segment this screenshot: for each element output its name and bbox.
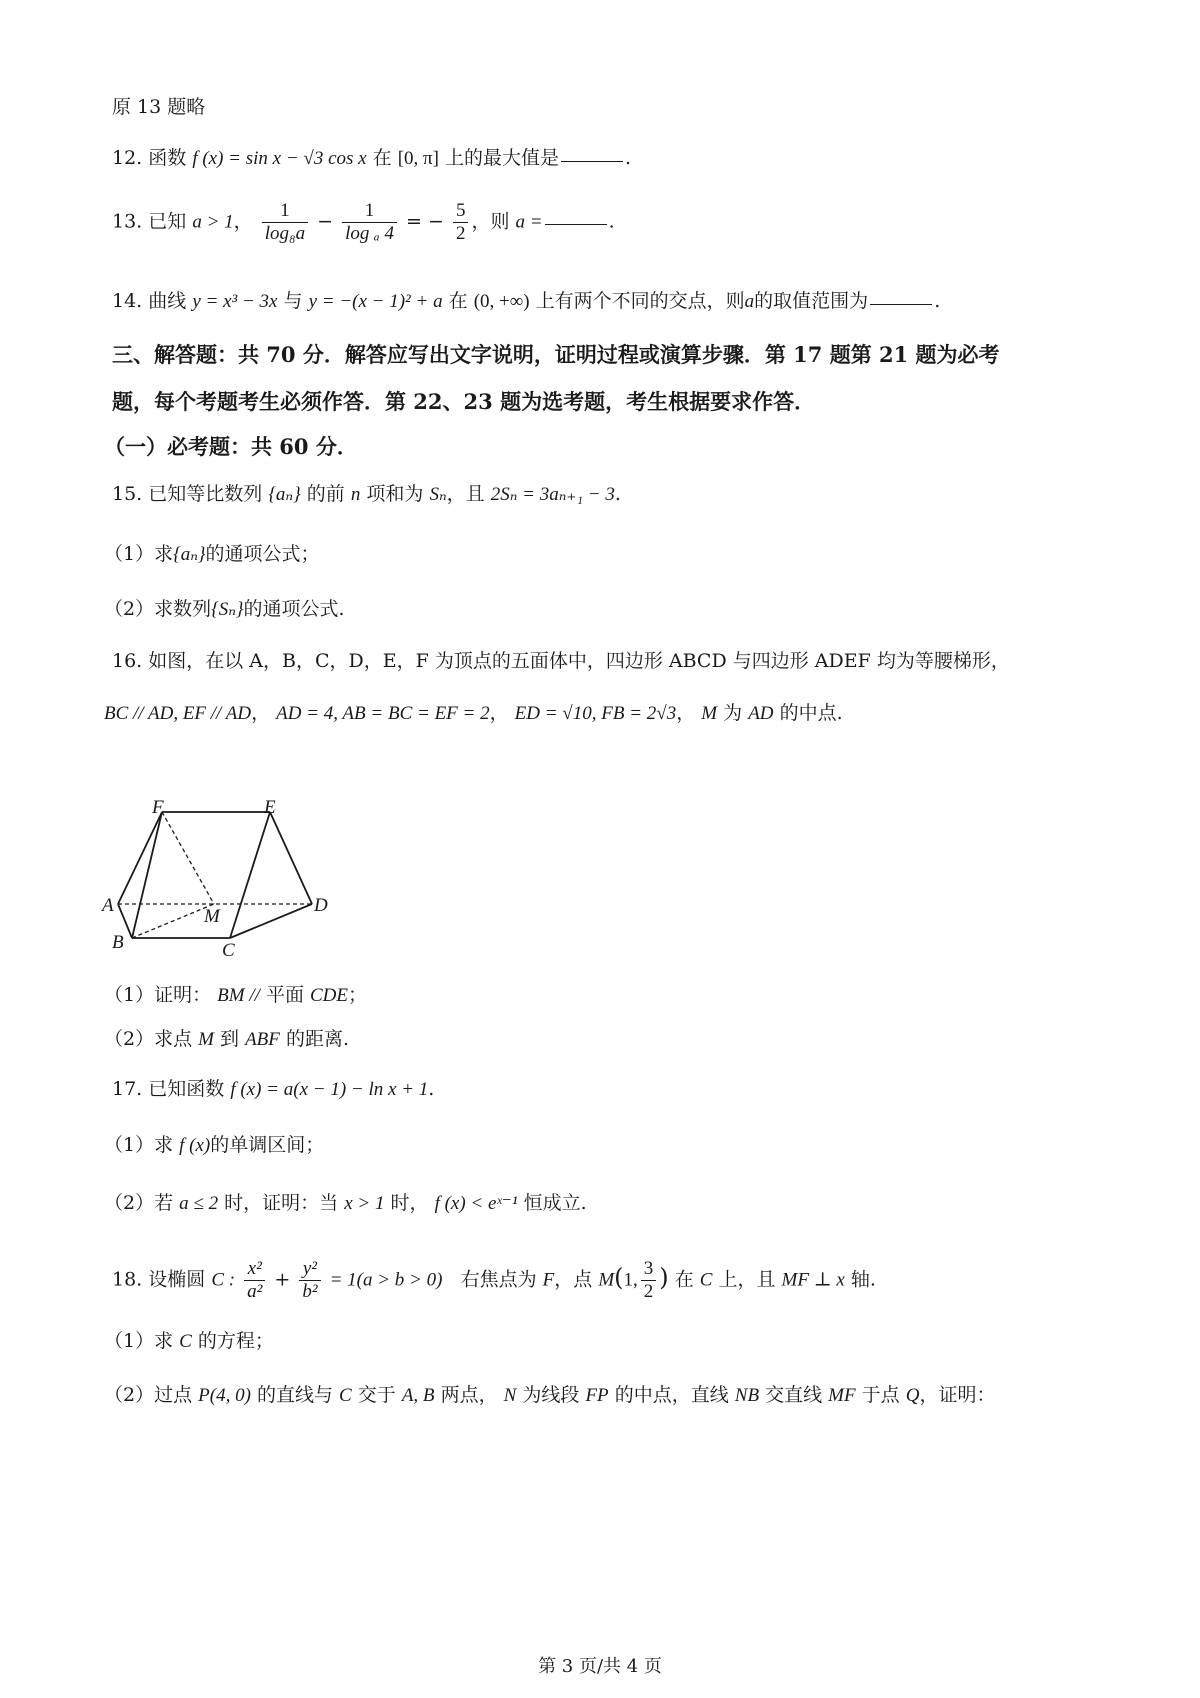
q16-plane: ABF	[245, 1029, 280, 1050]
q18-point: P(4, 0)	[198, 1385, 251, 1406]
q18-text: 上，且	[718, 1268, 776, 1291]
q15-text: 的通项公式.	[243, 598, 345, 620]
section-heading: 题，每个考题考生必须作答．第 22、23 题为选考题，考生根据要求作答．	[112, 389, 816, 414]
q16-text: ；	[348, 984, 368, 1006]
q18-text: 两点，	[440, 1384, 498, 1406]
vertex-label-a: A	[102, 895, 114, 916]
vertex-label-e: E	[264, 800, 276, 818]
q15-text: 的通项公式；	[205, 543, 320, 565]
q16-lengths: AD = 4, AB = BC = EF = 2	[276, 703, 490, 724]
q17-label: 17. 已知函数	[112, 1078, 225, 1100]
q16-text: 平面	[265, 984, 304, 1006]
q12-function: f (x) = sin x − √3 cos x	[192, 148, 367, 169]
q15-sequence: {Sₙ}	[211, 599, 244, 620]
q16-part-label: （1）证明：	[104, 984, 212, 1006]
q18-text: 轴.	[850, 1268, 876, 1291]
q12-period: .	[625, 147, 632, 169]
q15-sequence: {aₙ}	[173, 544, 206, 565]
q18-ellipse-name: C	[179, 1331, 192, 1352]
q14-text: 的取值范围为	[754, 290, 869, 312]
pentahedron-figure	[100, 800, 360, 1000]
q18-part-1	[104, 1330, 274, 1354]
q15-label: 15. 已知等比数列	[112, 483, 263, 505]
subsection-heading: （一）必考题：共 60 分．	[104, 434, 358, 459]
q13-comma: ，	[233, 210, 253, 233]
q18-text: 于点	[861, 1384, 900, 1406]
answer-blank	[561, 160, 623, 162]
question-12	[112, 147, 631, 171]
q18-text: ，证明：	[919, 1384, 996, 1406]
q18-point: M	[598, 1269, 615, 1291]
q18-text: 的中点，直线	[614, 1384, 729, 1406]
question-14	[112, 290, 940, 314]
q18-fraction-y	[299, 1258, 320, 1303]
q18-equation: = 1(a > b > 0)	[329, 1269, 443, 1291]
q18-focus: F	[542, 1269, 555, 1291]
vertex-label-c: C	[222, 940, 235, 961]
q18-denominator: a²	[247, 1280, 263, 1302]
q14-period: .	[934, 290, 941, 312]
q16-segment: AD	[748, 703, 774, 724]
q18-text: 的直线与	[256, 1384, 333, 1406]
q17-part-label: （1）求	[104, 1134, 174, 1156]
page-number: 第 3 页/共 4 页	[538, 1656, 662, 1677]
q18-ellipse-name: C	[699, 1269, 713, 1291]
q13-denominator: log₈a	[264, 222, 306, 244]
q18-paren: (	[614, 1263, 624, 1292]
q18-paren: )	[659, 1263, 669, 1292]
q13-ask: a =	[515, 211, 543, 233]
q18-numerator: x²	[244, 1258, 265, 1281]
q13-denominator: log ₐ 4	[345, 222, 394, 244]
q16-conditions: BC // AD, EF // AD， AD = 4, AB = BC = EF = 2， ED = √10, FB = 2√3， M 为 AD 的中点.	[104, 702, 843, 724]
q18-denominator: b²	[302, 1280, 318, 1302]
q16-part-2	[104, 1028, 349, 1052]
q18-text: 交直线	[765, 1384, 823, 1406]
q17-text: 恒成立.	[523, 1192, 587, 1214]
q18-point-y	[641, 1258, 657, 1303]
q16-text: 的距离.	[285, 1028, 349, 1050]
q18-segment: FP	[585, 1385, 609, 1406]
intro-note: 原 13 题略	[112, 96, 206, 118]
q17-inequality: f (x) < eˣ⁻¹	[434, 1193, 518, 1214]
q15-sequence: {aₙ}	[268, 484, 301, 505]
q13-fraction-2	[342, 200, 397, 245]
q14-curve-2: y = −(x − 1)² + a	[308, 291, 443, 312]
q12-text: 上的最大值是	[445, 147, 560, 169]
q18-label: 18. 设椭圆	[112, 1268, 206, 1291]
question-16: 16. 如图，在以 A，B，C，D，E，F 为顶点的五面体中，四边形 ABCD 与四边形 ADEF 均为等腰梯形，	[112, 650, 1010, 672]
section-heading: 三、解答题：共 70 分．解答应写出文字说明，证明过程或演算步骤．第 17 题第 21 题为必考	[112, 342, 1000, 367]
q17-text: 时，证明：当	[224, 1192, 339, 1214]
q15-text: 项和为	[366, 483, 424, 505]
q14-label: 14. 曲线	[112, 290, 187, 312]
q16-parallel: BC // AD, EF // AD	[104, 703, 252, 724]
question-13	[112, 200, 615, 245]
q16-point: M	[701, 703, 718, 724]
q12-label: 12. 函数	[112, 147, 187, 169]
q14-variable: a	[744, 291, 755, 312]
q16-line: BM //	[217, 985, 260, 1006]
question-17: 17. 已知函数 f (x) = a(x − 1) − ln x + 1.	[112, 1078, 435, 1100]
q13-fraction-1	[262, 200, 308, 245]
q17-function: f (x)	[179, 1135, 211, 1156]
q14-curve-1: y = x³ − 3x	[192, 291, 278, 312]
q13-equals: = −	[406, 210, 444, 233]
q13-numerator: 1	[342, 200, 397, 223]
q16-lengths: ED = √10, FB = 2√3	[514, 703, 677, 724]
q13-denominator: 2	[455, 222, 466, 244]
q15-equation: 2Sₙ = 3aₙ₊₁ − 3	[490, 484, 615, 505]
q16-text: 的中点.	[779, 702, 843, 724]
q18-part-2	[104, 1384, 995, 1408]
q15-part-2	[104, 598, 345, 622]
q18-point: N	[503, 1385, 517, 1406]
q18-points: A, B	[401, 1385, 435, 1406]
question-18	[112, 1258, 876, 1303]
q16-part-1	[104, 984, 367, 1008]
q16-text: 到	[220, 1028, 240, 1050]
q16-plane: CDE	[310, 985, 348, 1006]
answer-blank	[870, 303, 932, 305]
q15-part-label: （1）求	[104, 543, 174, 565]
q18-ellipse-name: C	[339, 1385, 352, 1406]
q16-point: M	[198, 1029, 214, 1050]
q13-text: ，则	[471, 210, 510, 233]
q17-part-1	[104, 1134, 324, 1158]
q16-part-label: （2）求点	[104, 1028, 193, 1050]
q13-numerator: 5	[453, 200, 469, 223]
q15-part-label: （2）求数列	[104, 598, 212, 620]
vertex-label-m: M	[204, 906, 220, 927]
q18-perpendicular: MF ⊥ x	[781, 1269, 845, 1291]
q13-numerator: 1	[262, 200, 308, 223]
q18-denominator: 2	[643, 1280, 654, 1302]
q18-text: 为线段	[522, 1384, 580, 1406]
q18-numerator: 3	[641, 1258, 657, 1281]
q15-n: n	[350, 484, 361, 505]
q18-part-label: （1）求	[104, 1330, 174, 1352]
vertex-label-b: B	[112, 932, 124, 953]
q13-label: 13. 已知	[112, 210, 187, 233]
q18-numerator: y²	[299, 1258, 320, 1281]
q18-fraction-x	[244, 1258, 265, 1303]
q18-text: 右焦点为	[460, 1268, 537, 1291]
vertex-label-d: D	[314, 895, 328, 916]
q14-interval: (0, +∞)	[473, 291, 530, 312]
q13-condition: a > 1	[192, 211, 234, 233]
q18-text: 的方程；	[197, 1330, 274, 1352]
q17-function: f (x) = a(x − 1) − ln x + 1	[230, 1079, 429, 1100]
q18-point-x: 1,	[623, 1269, 638, 1291]
q14-text: 上有两个不同的交点，则	[535, 290, 745, 312]
q15-part-1	[104, 543, 320, 567]
q18-ellipse-name: C :	[211, 1269, 236, 1291]
q12-text: 在	[372, 147, 392, 169]
q17-text: 的单调区间；	[210, 1134, 325, 1156]
q16-text: 为	[723, 702, 743, 724]
q18-point: Q	[905, 1385, 920, 1406]
q17-condition: a ≤ 2	[179, 1193, 219, 1214]
q15-text: ，且	[446, 483, 485, 505]
q13-period: .	[608, 210, 615, 233]
q18-line: NB	[734, 1385, 760, 1406]
q18-line: MF	[828, 1385, 856, 1406]
question-15: 15. 已知等比数列 {aₙ} 的前 n 项和为 Sₙ，且 2Sₙ = 3aₙ₊₁ − 3.	[112, 483, 621, 505]
q13-minus: −	[317, 210, 334, 233]
q17-part-label: （2）若	[104, 1192, 174, 1214]
q17-condition: x > 1	[344, 1193, 385, 1214]
q18-part-label: （2）过点	[104, 1384, 193, 1406]
q18-text: ，点	[554, 1268, 593, 1291]
q17-part-2	[104, 1192, 587, 1216]
q15-text: 的前	[306, 483, 345, 505]
q18-plus: +	[274, 1268, 291, 1291]
vertex-label-f: F	[152, 800, 164, 818]
q14-text: 在	[448, 290, 468, 312]
q18-text: 交于	[357, 1384, 396, 1406]
answer-blank	[545, 223, 607, 225]
q17-text: 时，	[390, 1192, 429, 1214]
q13-fraction-3	[453, 200, 469, 245]
q18-text: 在	[674, 1268, 694, 1291]
q12-interval: [0, π]	[397, 148, 439, 169]
q15-sum: Sₙ	[429, 484, 447, 505]
q14-text: 与	[283, 290, 303, 312]
